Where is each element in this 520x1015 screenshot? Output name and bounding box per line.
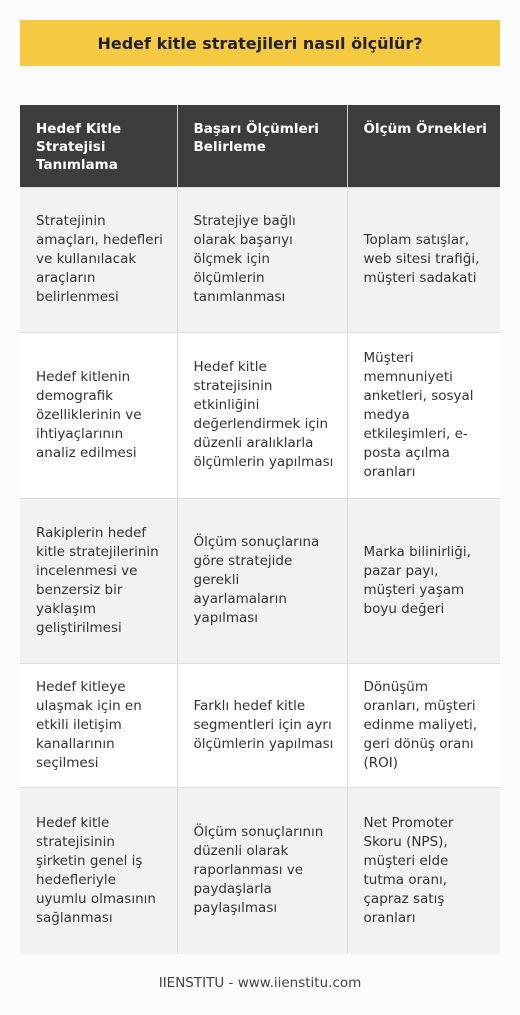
- table-cell: Stratejiye bağlı olarak başarıyı ölçmek için ölçümlerin tanımlanması: [177, 187, 347, 332]
- table-cell: Marka bilinirliği, pazar payı, müşteri yaşam boyu değeri: [347, 498, 500, 663]
- info-table: [20, 105, 500, 954]
- header-row: [20, 105, 500, 187]
- table-row: [20, 332, 500, 498]
- table-cell: Hedef kitle stratejisinin etkinliğini değerlendirmek için düzenli aralıklarla ölçümlerin yapılması: [177, 332, 347, 498]
- table-cell: Dönüşüm oranları, müşteri edinme maliyeti, geri dönüş oranı (ROI): [347, 663, 500, 787]
- table-row: [20, 663, 500, 787]
- title-banner: [20, 20, 500, 66]
- table-cell: Müşteri memnuniyeti anketleri, sosyal medya etkileşimleri, e-posta açılma oranları: [347, 332, 500, 498]
- table-cell: Ölçüm sonuçlarının düzenli olarak raporlanması ve paydaşlarla paylaşılması: [177, 787, 347, 954]
- header-cell-examples: Ölçüm Örnekleri: [347, 105, 500, 187]
- header-cell-strategy: Hedef Kitle Stratejisi Tanımlama: [20, 105, 177, 187]
- table-cell: Rakiplerin hedef kitle stratejilerinin incelenmesi ve benzersiz bir yaklaşım geliştirilmesi: [20, 498, 177, 663]
- footer-credit: IIENSTITU - www.iienstitu.com: [158, 975, 362, 991]
- table-header: [20, 105, 500, 187]
- table-cell: Stratejinin amaçları, hedefleri ve kullanılacak araçların belirlenmesi: [20, 187, 177, 332]
- table-cell: Farklı hedef kitle segmentleri için ayrı ölçümlerin yapılması: [177, 663, 347, 787]
- table-row: [20, 787, 500, 954]
- table-cell: Hedef kitleye ulaşmak için en etkili iletişim kanallarının seçilmesi: [20, 663, 177, 787]
- table-cell: Hedef kitlenin demografik özelliklerinin ve ihtiyaçlarının analiz edilmesi: [20, 332, 177, 498]
- table-cell: Net Promoter Skoru (NPS), müşteri elde tutma oranı, çapraz satış oranları: [347, 787, 500, 954]
- table-cell: Hedef kitle stratejisinin şirketin genel iş hedefleriyle uyumlu olmasının sağlanması: [20, 787, 177, 954]
- header-cell-metrics: Başarı Ölçümleri Belirleme: [177, 105, 347, 187]
- table-body: [20, 187, 500, 954]
- table-cell: Ölçüm sonuçlarına göre stratejide gerekli ayarlamaların yapılması: [177, 498, 347, 663]
- table-row: [20, 187, 500, 332]
- page-title: Hedef kitle stratejileri nasıl ölçülür?: [97, 33, 423, 53]
- table-cell: Toplam satışlar, web sitesi trafiği, müşteri sadakati: [347, 187, 500, 332]
- table-row: [20, 498, 500, 663]
